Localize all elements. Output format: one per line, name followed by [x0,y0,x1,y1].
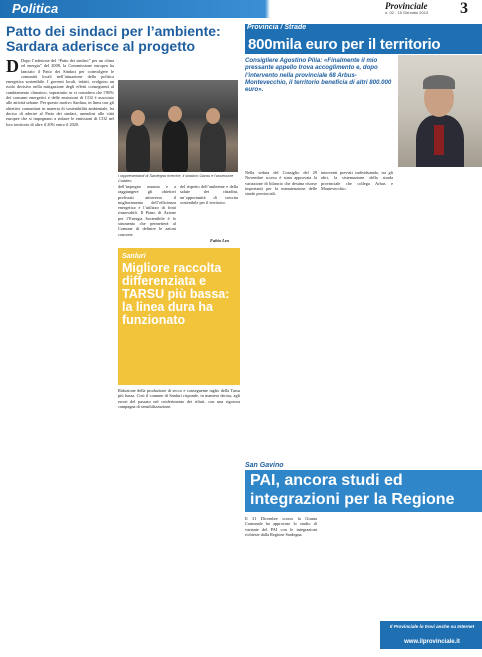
provincia-lead-box [245,57,395,93]
sangavino-column-3 [398,516,482,616]
sangavino-column-1: Il 31 Dicembre scorso la Giunta Comunale ha approvato lo studio di variante del PAI con le integrazioni richieste dalla Regione Sardegna. [245,516,317,537]
sangavino-title: PAI, ancora studi ed integrazioni per la Regione [250,472,455,508]
issue-info: n. 02 - 15 Gennaio 2013 [385,10,429,15]
photo-sindaci [118,80,238,172]
provincia-title: 800mila euro per il territorio [248,36,441,53]
article-column-sindaci-2: dell’impegno assunto e a raggiungere gli obiettivi prefissati attraverso il miglioramento dell’efficienza energetica e l’utilizzo di fonti rinnovabili. Il Piano di Azione per l’Energia Sostenibile è lo strumento che permetterà al Comune di definire le azioni concrete. [118,184,176,237]
photo-caption-sindaci: I rappresentanti di Sardegna ricerche, il sindaco Garau e l’assessore Caddeo. [118,174,234,183]
sanluri-text: Riduzione della produzione di secco e conseguente taglio della Tarsu più bassa. Così il comune di Sanluri risponde, in maniera decisa, agli errori del passato nel conferimento dei rifiuti, con una rigorosa campagna di sensibilizzazione. [118,388,240,409]
provincia-column-3 [398,170,482,458]
drop-cap: D [6,58,19,76]
byline-sindaci: Fabio Leo [210,238,230,243]
provincia-column-2: interventi previsti individuando, tra gli altri, la sistemazione della strada provinciale che collega Arbus e Montevecchio. [321,170,393,191]
article-title-sindaci: Patto dei sindaci per l’ambiente: Sardara aderisce al progetto [6,23,221,54]
sanluri-title: Migliore raccolta differenziata e TARSU più bassa: la linea dura ha funzionato [122,261,230,327]
article-column-sindaci-3: del rispetto dell’ambiente e della salute dei cittadini, un’opportunità di crescita sostenibile per il territorio. [180,184,238,205]
article-column-sindaci-1 [6,58,114,648]
sangavino-kicker: San Gavino [245,462,284,469]
photo-agostino-pilia [398,55,482,167]
footer-promo-text: Il Provinciale lo trovi anche su Internet [389,624,475,629]
provincia-kicker: Provincia / Strade [247,24,307,31]
sanluri-kicker: Sanluri [122,253,146,260]
provincia-lead: Consigliere Agostino Pilia: «Finalmente il mio pressante appello trova accoglimento e, dopo l’intervento nella provinciale 68 Arbus-Montevecchio, il territorio beneficia di altri 800.000 euro». [245,57,392,94]
article-text-sindaci-1: Dopo l’adesione del “Patto dei sindaci” per un clima ed energia” del 2008, la Commissione europea ha lanciato il Patto dei Sindaci per coinvolgere le comunità locali nell’attuazione della politica energetica sostenibile. I governi locali, infatti, svolgono un ruolo decisivo nella mitigazione degli effetti conseguenti al cambiamento climatico, soprattutto se si considera che l’80% dei consumi energetici e delle emissioni di CO2 è associato alle attività urbane. Per questo motivo Sardara, in linea con gli obiettivi comunitari in materia di sostenibilità ambientale, ha deciso di aderire al Patto dei sindaci, unendosi alle città europee che si impegnano a ridurre le emissioni di CO2 nel loro territorio di oltre il 20% entro il 2020. [6,58,114,127]
provincia-column-1: Nella seduta del Consiglio del 29 Novembre scorso è stata approvata la variazione di bilancio che destina risorse importanti per la manutenzione delle strade provinciali. [245,170,317,197]
footer-website-link[interactable]: www.ilprovinciale.it [404,639,460,645]
section-title: Politica [12,1,59,16]
page-number: 3 [460,0,468,17]
brand-logo: Provinciale [385,1,428,11]
